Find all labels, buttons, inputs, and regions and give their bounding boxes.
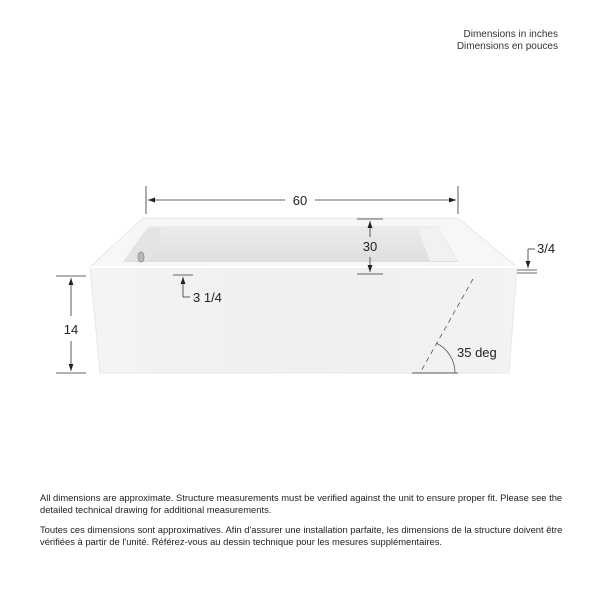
disclaimer-en: All dimensions are approximate. Structure measurements must be verified against the unit to ensure proper fit. Please see the detailed technical drawing for additional measurements. <box>40 492 563 515</box>
disclaimer-fr: Toutes ces dimensions sont approximatives. Afin d'assurer une installation parfaite, les dimensions de la structure doivent être vérifiées à partir de l'unité. Référez-vous au dessin technique pour les mesures supplémentaires. <box>40 524 563 547</box>
disclaimer-notes <box>40 492 565 556</box>
tub-apron <box>90 267 517 373</box>
units-label-fr: Dimensions en pouces <box>456 41 558 52</box>
dimension-width-label: 30 <box>362 239 378 254</box>
bathtub <box>90 218 517 373</box>
overflow-drain-icon <box>138 252 144 262</box>
dimension-length-label: 60 <box>292 193 308 208</box>
dimension-height-label: 14 <box>63 322 79 337</box>
dimension-angle-label: 35 deg <box>457 345 497 360</box>
units-label-en: Dimensions in inches <box>463 29 558 40</box>
tub-basin <box>123 226 458 262</box>
dimension-flange <box>517 249 537 273</box>
dimension-rim-label: 3 1/4 <box>193 290 222 305</box>
dimension-flange-label: 3/4 <box>537 241 556 256</box>
